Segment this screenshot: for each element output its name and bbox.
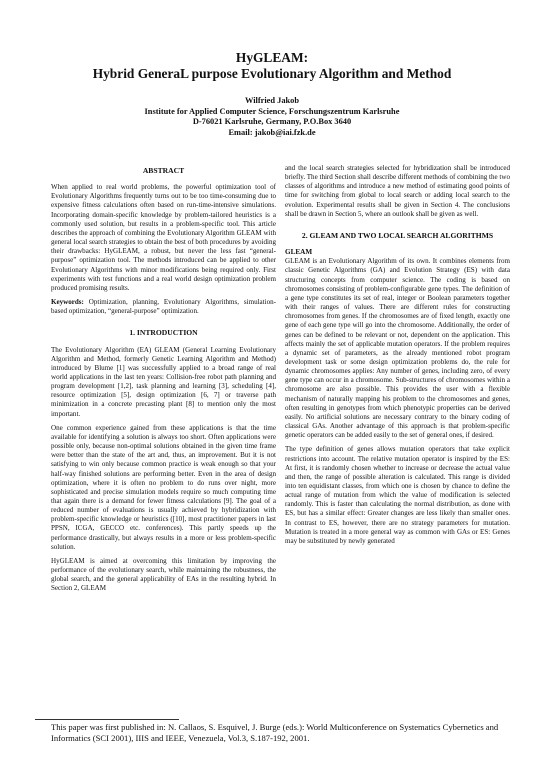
keywords-text: Optimization, planning, Evolutionary Algorithms, simulation-based optimization, “general-purpose” optimization. <box>51 298 276 316</box>
right-paragraph-0: and the local search strategies selected for hybridization shall be introduced briefly. The third Section shall describe different methods of combining the two classes of algorithms and introduce a new method of estimating good points of time for switching from global to local search or adding local search to the evolution. Experimental results shall be given in Section 4. The conclusions shall be drawn in Section 5, where an outlook shall be given as well. <box>285 164 510 218</box>
intro-paragraph-2: One common experience gained from these applications is that the time available for identifying a solution is always too short. Often applications were possible only, because non-optimal solutions obtained in the given time frame were better than the state of the art and, thus, an improvement. But it is not satisfying to win only because common practice is weak enough so that your half-way finished solutions are performing better. Even in the area of design optimization, where it is often no problem to do runs over night, more sophisticated and precise simulation models require so much computing time that again there is a demand for fewer fitness calculations [9]. The goal of a reduced number of evaluations is usually achieved by hybridization with problem-specific knowledge or heuristics ([10], most practitioner papers in last PPSN, ICGA, GECCO etc. conferences). This partly speeds up the performance drastically, but always results in a more or less problem-specific solution. <box>51 423 276 551</box>
right-column <box>285 164 510 551</box>
footnote: This paper was first published in: N. Callaos, S. Esquivel, J. Burge (eds.): World Multiconference on Systematics Cybernetics and Informatics (SCI 2001), IIIS and IEEE, Venezuela, Vol.3, S.187-192, 2001. <box>51 722 499 744</box>
author-affiliation: Institute for Applied Computer Science, Forschungszentrum Karlsruhe <box>144 106 400 116</box>
gleam-subheading: GLEAM <box>285 248 313 257</box>
abstract-heading: ABSTRACT <box>142 166 185 175</box>
section2-heading: 2. GLEAM AND TWO LOCAL SEARCH ALGORITHMS <box>301 230 494 240</box>
author-block <box>0 96 544 138</box>
intro-heading: 1. INTRODUCTION <box>129 328 198 338</box>
author-address: D-76021 Karlsruhe, Germany, P.O.Box 3640 <box>192 117 352 127</box>
intro-paragraph-1: The Evolutionary Algorithm (EA) GLEAM (General Learning Evolutionary Algorithm and Method, formerly Genetic Learning Algorithm and Method) introduced by Blume [1] was successfully applied to a broad range of real world applications in the last ten years: Collision-free robot path planning and program development [1,2], task planning and learning [3], scheduling [4], resource optimization [5], design optimization [6, 7] or traverse path minimization in a concrete precasting plant [8] to mention only the most important. <box>51 345 276 418</box>
author-email: Email: jakob@iai.fzk.de <box>228 127 316 137</box>
gleam-paragraph-2: The type definition of genes allows mutation operators that take explicit restrictions into account. The relative mutation operator is inspired by the ES: At first, it is randomly chosen whether to increase or decrease the actual value and then, the range of possible alteration is calculated. This range is divided into ten equidistant classes, from which one is chosen by chance to define the actual range of mutation from which the value of modification is selected randomly. This is faster than calculating the normal distribution, as done with ES, but has a similar effect: Greater changes are less likely than smaller ones. In contrast to ES, however, there are no strategy parameters for mutation. Mutation is treated in a more general way as common with GAs or ES: Genes may be substituted by newly generated <box>285 445 510 545</box>
author-name: Wilfried Jakob <box>244 96 300 105</box>
paper-title-line2: Hybrid GeneraL purpose Evolutionary Algorithm and Method <box>92 66 452 81</box>
keywords <box>51 298 276 316</box>
gleam-paragraph-1: GLEAM is an Evolutionary Algorithm of its own. It combines elements from classic Genetic Algorithms (GA) and Evolution Strategy (ES) with data structuring concepts from computer science. The coding is based on chromosomes consisting of problem-configurable gene types. The definition of a gene type constitutes its set of real, integer or Boolean parameters together with their ranges of values. There are different rules for constructing chromosomes from genes. If the chromosomes are of fixed length, exactly one gene of each gene type will go into the chromosome. Additionally, the order of genes can be defined to be relevant or not, dependent on the application. This affects mainly the set of applicable mutation operators. If the problem requires a dynamic set of parameters, as the already mentioned robot program development task or some design optimization problems do, the rule for dynamic chromosomes applies: Any number of genes, including zero, of every gene type can occur in a chromosome. Sub-structures of chromosomes within a chromosome are also possible. This provides the user with a flexible mechanism of naturally mapping his problem to the chromosomes and genes, often resulting in genotypes from which phenotypic properties can be derived easily. No artificial solutions are necessary contrary to the binary coding of classical GAs. Another advantage of this approach is that problem-specific genetic operators can be added easily to the set of general ones, if desired. <box>285 257 510 440</box>
intro-paragraph-3: HyGLEAM is aimed at overcoming this limitation by improving the performance of the evolutionary search, while maintaining the robustness, the global search, and the general applicability of EAs in the resulting hybrid. In Section 2, GLEAM <box>51 556 276 593</box>
keywords-label: Keywords: <box>51 298 84 307</box>
left-column <box>51 166 276 599</box>
paper-title-line1: HyGLEAM: <box>235 50 309 65</box>
footnote-rule <box>35 719 179 720</box>
abstract-text: When applied to real world problems, the powerful optimization tool of Evolutionary Algorithms frequently turns out to be too time-consuming due to expensive fitness calculations often based on run-time-intensive simulations. Incorporating domain-specific knowledge by problem-tailored heuristics is a commonly used solution, but results in a problem-specific tool. This article describes the approach of combining the Evolutionary Algorithm GLEAM with general local search strategies to obtain the best of both procedures by avoiding their drawbacks: HyGLEAM, a robust, but never the less fast “general-purpose” optimization tool. The methods introduced can be applied to other Evolutionary Algorithms with minor modifications being required only. First experiments with test functions and a real world design optimization problem produced promising results. <box>51 183 276 292</box>
